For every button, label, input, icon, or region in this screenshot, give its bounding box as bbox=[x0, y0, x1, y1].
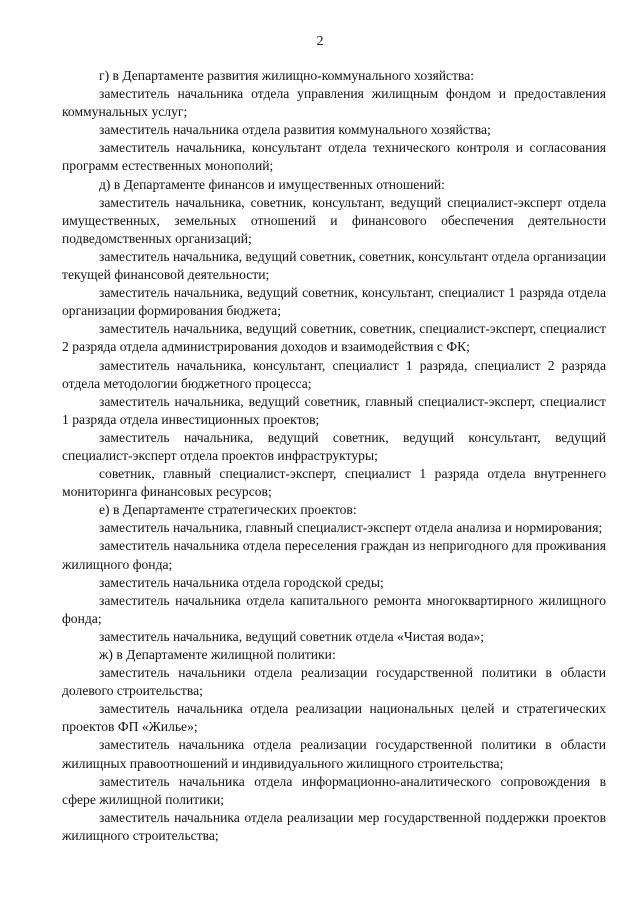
list-item: заместитель начальника, ведущий советник, консультант, специалист 1 разряда отдела организации формирования бюджета; bbox=[62, 285, 606, 319]
list-item: заместитель начальника отдела переселения граждан из непригодного для проживания жилищного фонда; bbox=[62, 538, 606, 572]
list-item: заместитель начальника отдела реализации национальных целей и стратегических проектов ФП «Жилье»; bbox=[62, 701, 606, 735]
list-item: заместитель начальника отдела капитального ремонта многоквартирного жилищного фонда; bbox=[62, 592, 606, 626]
list-item: заместитель начальника, главный специалист-эксперт отдела анализа и нормирования; bbox=[99, 520, 603, 536]
list-item: заместитель начальника отдела реализации государственной политики в области жилищных правоотношений и индивидуального жилищного строительства; bbox=[62, 737, 606, 771]
section-heading-zh: ж) в Департаменте жилищной политики: bbox=[99, 647, 336, 662]
list-item: заместитель начальника, консультант отдела технического контроля и согласования программ естественных монополий; bbox=[62, 140, 606, 174]
list-item: заместитель начальника, ведущий советник отдела «Чистая вода»; bbox=[99, 628, 485, 644]
list-item: заместитель начальника отдела информационно-аналитического сопровождения в сфере жилищной политики; bbox=[62, 773, 606, 807]
list-item: заместитель начальника, ведущий советник, советник, специалист-эксперт, специалист 2 разряда отдела администрирования доходов и взаимодействия с ФК; bbox=[62, 321, 606, 355]
section-heading-g: г) в Департаменте развития жилищно-коммунального хозяйства: bbox=[99, 68, 475, 83]
document-body bbox=[62, 67, 606, 845]
page-number: 2 bbox=[316, 34, 324, 49]
list-item: заместитель начальника, советник, консультант, ведущий специалист-эксперт отдела имущественных, земельных отношений и финансового обеспечения деятельности подведомственных организаций; bbox=[62, 194, 606, 246]
list-item: заместитель начальника, ведущий советник, главный специалист-эксперт, специалист 1 разряда отдела инвестиционных проектов; bbox=[62, 393, 606, 427]
list-item: заместитель начальника отдела реализации мер государственной поддержки проектов жилищного строительства; bbox=[62, 809, 606, 843]
list-item: заместитель начальника, консультант, специалист 1 разряда, специалист 2 разряда отдела методологии бюджетного процесса; bbox=[62, 357, 606, 391]
section-heading-e: е) в Департаменте стратегических проектов: bbox=[99, 502, 357, 518]
list-item: заместитель начальника, ведущий советник, советник, консультант отдела организации текущей финансовой деятельности; bbox=[62, 248, 606, 283]
list-item: заместитель начальника отдела развития коммунального хозяйства; bbox=[99, 122, 491, 138]
list-item: советник, главный специалист-эксперт, специалист 1 разряда отдела внутреннего мониторинга финансовых ресурсов; bbox=[62, 466, 606, 500]
list-item: заместитель начальника отдела городской среды; bbox=[99, 574, 384, 590]
section-heading-d: д) в Департаменте финансов и имущественных отношений: bbox=[99, 176, 445, 192]
list-item: заместитель начальники отдела реализации государственной политики в области долевого строительства; bbox=[62, 665, 606, 699]
list-item: заместитель начальника, ведущий советник, ведущий консультант, ведущий специалист-эксперт отдела проектов инфраструктуры; bbox=[62, 429, 606, 463]
list-item: заместитель начальника отдела управления жилищным фондом и предоставления коммунальных услуг; bbox=[62, 86, 606, 120]
